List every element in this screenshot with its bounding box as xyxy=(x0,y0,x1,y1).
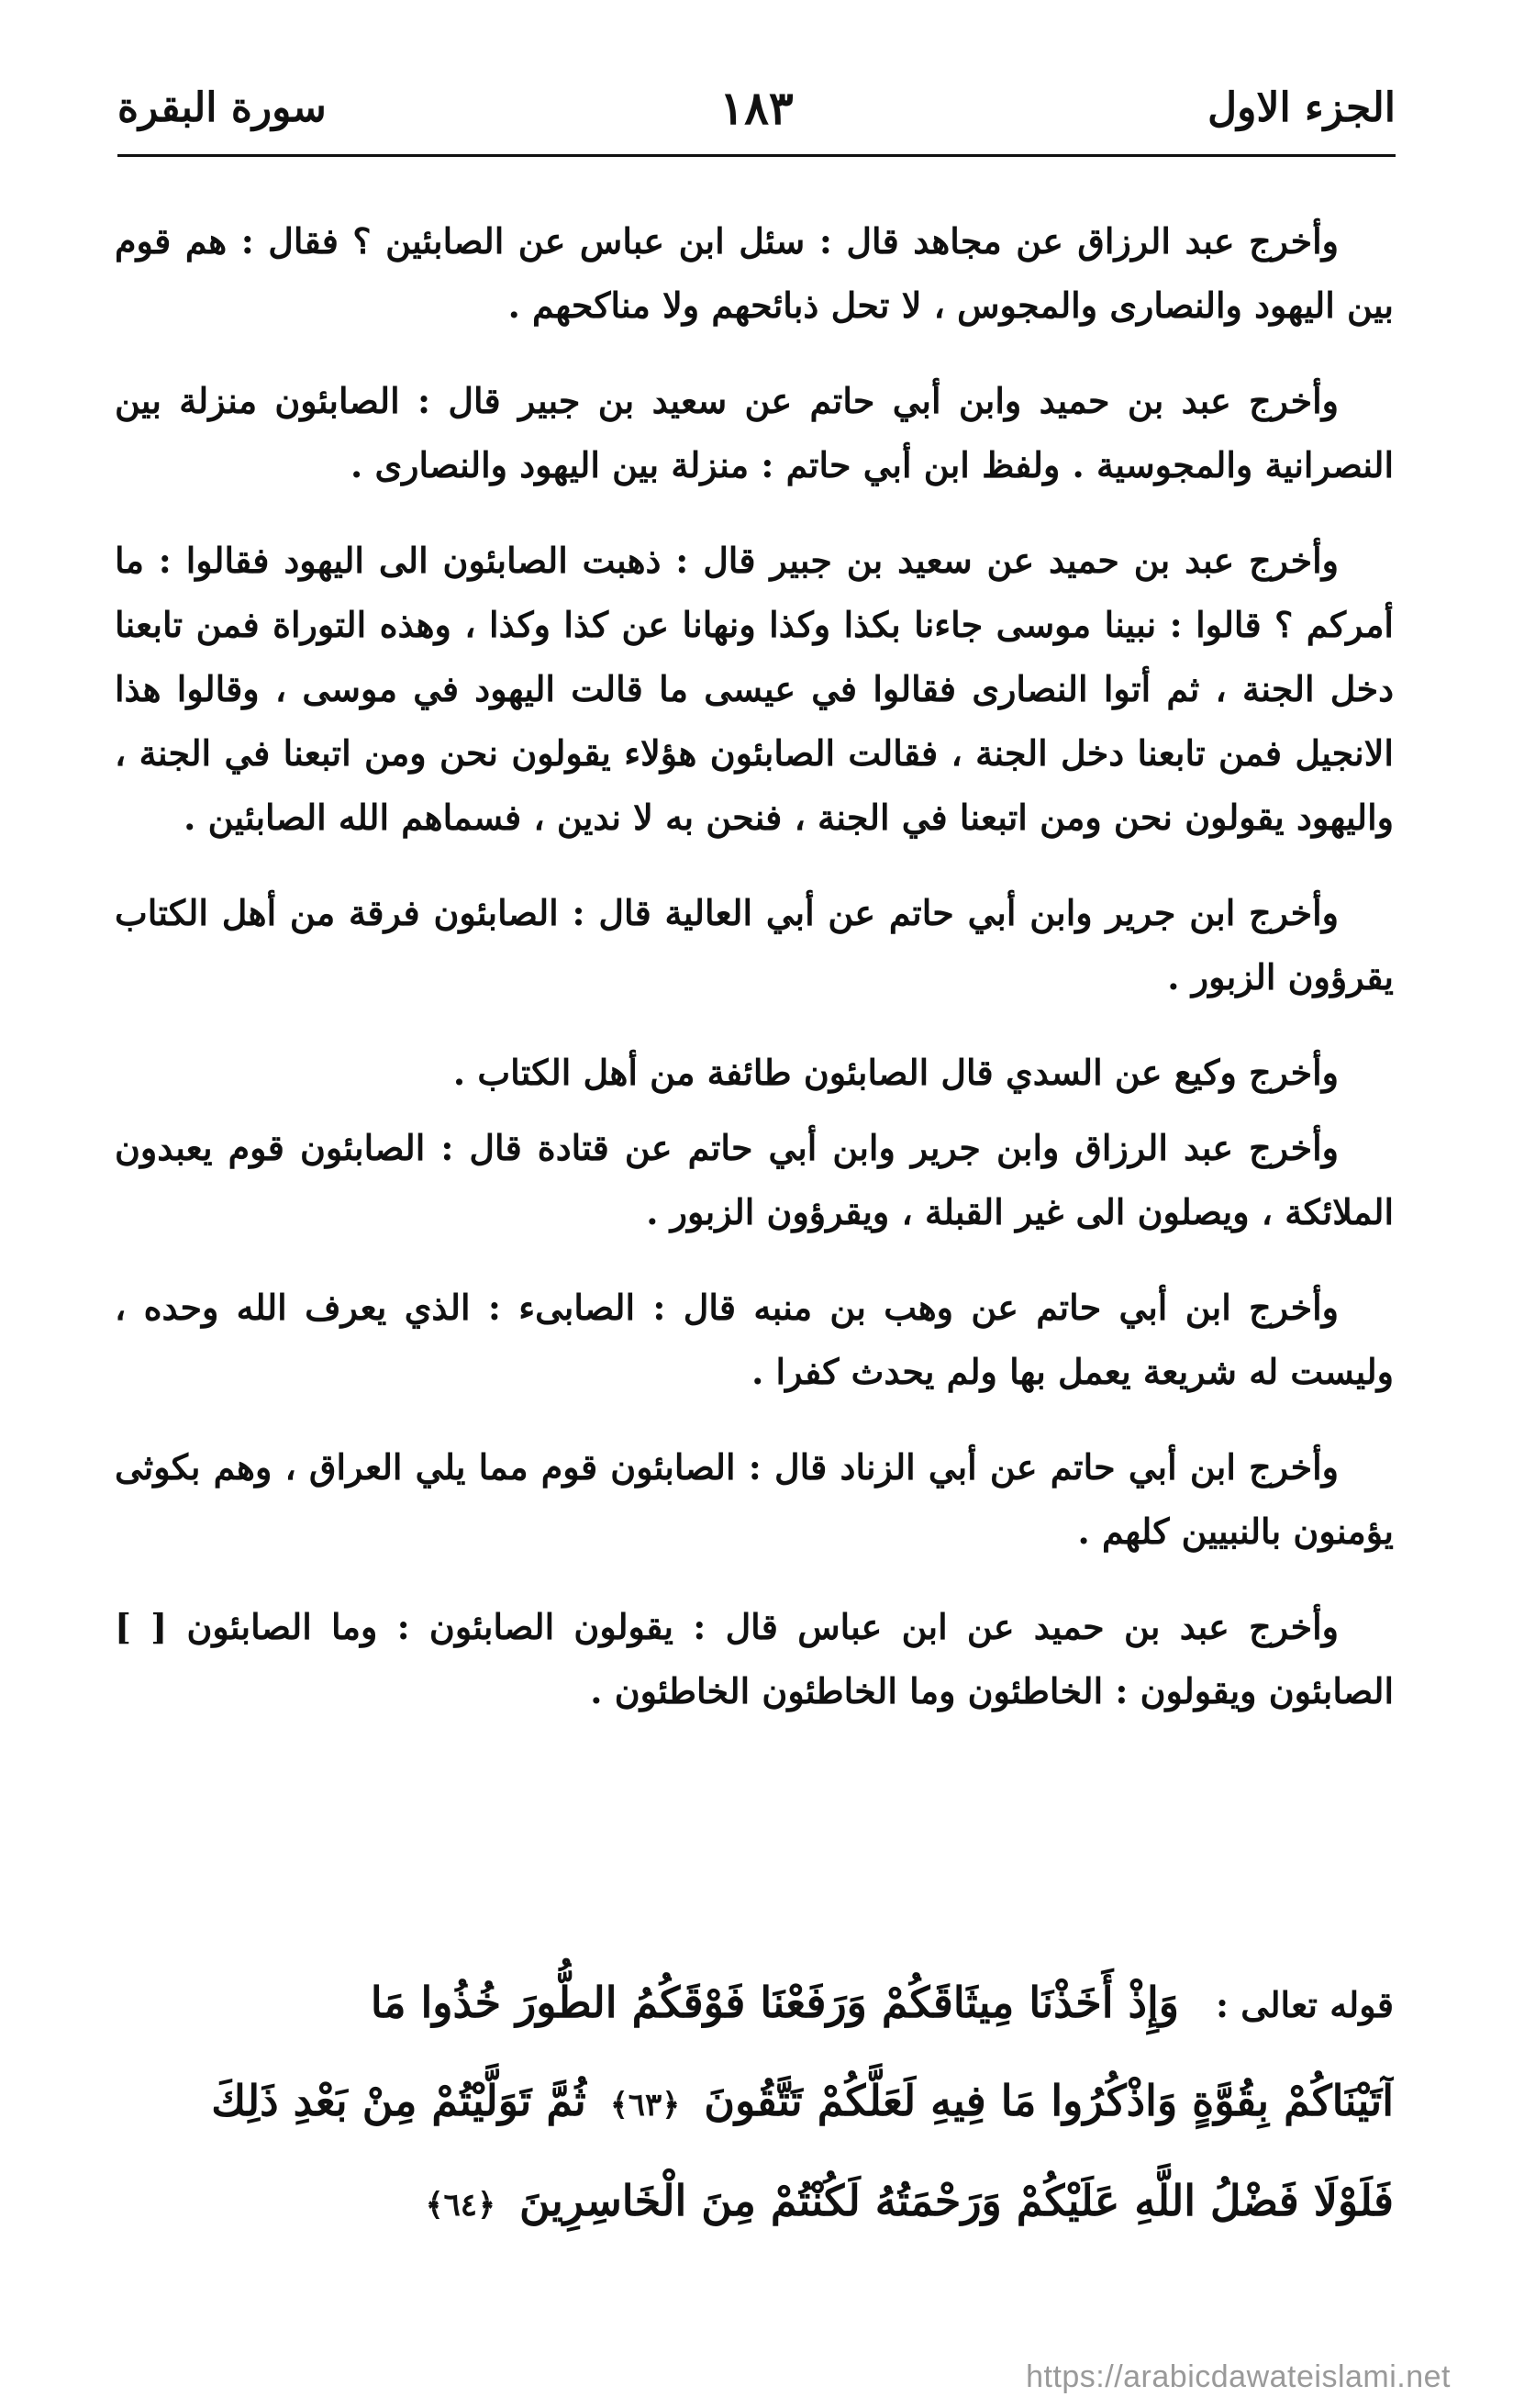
verse-text: آتَيْنَاكُمْ بِقُوَّةٍ وَاذْكُرُوا مَا فِيهِ لَعَلَّكُمْ تَتَّقُونَ xyxy=(704,2076,1394,2125)
verse-line-3 xyxy=(115,2153,1394,2253)
ayah-number-marker: ﴿٦٤﴾ xyxy=(425,2187,495,2224)
verse-text: وَإِذْ أَخَذْنَا مِيثَاقَكُمْ وَرَفَعْنَا فَوْقَكُمُ الطُّورَ خُذُوا مَا xyxy=(370,1978,1179,2027)
paragraph xyxy=(115,1116,1394,1244)
verse-line-2 xyxy=(115,2053,1394,2153)
paragraph-text: وأخرج عبد بن حميد عن ابن عباس قال : يقولون الصابئون : وما الصابئون [ ] الصابئون ويقولون : الخاطئون وما الخاطئون الخاطئون . xyxy=(115,1606,1394,1711)
paragraph xyxy=(115,1595,1394,1723)
paragraph-text: وأخرج عبد الرزاق وابن جرير وابن أبي حاتم عن قتادة قال : الصابئون قوم يعبدون الملائكة ، ويصلون الى غير القبلة ، ويقرؤون الزبور . xyxy=(115,1127,1394,1232)
paragraph xyxy=(115,529,1394,850)
paragraph-text: وأخرج ابن جرير وابن أبي حاتم عن أبي العالية قال : الصابئون فرقة من أهل الكتاب يقرؤون الزبور . xyxy=(115,892,1394,998)
surah-title: سورة البقرة xyxy=(117,84,327,131)
verse-text: ثُمَّ تَوَلَّيْتُمْ مِنْ بَعْدِ ذَلِكَ xyxy=(211,2076,586,2125)
paragraph xyxy=(115,881,1394,1009)
paragraph-text: وأخرج وكيع عن السدي قال الصابئون طائفة من أهل الكتاب . xyxy=(452,1052,1339,1093)
quran-verse-block xyxy=(115,1955,1394,2253)
paragraph xyxy=(115,369,1394,497)
paragraph-text: وأخرج ابن أبي حاتم عن أبي الزناد قال : الصابئون قوم مما يلي العراق ، وهم بكوثى يؤمنون بالنبيين كلهم . xyxy=(115,1446,1394,1552)
page-header xyxy=(117,72,1396,145)
verse-line-1 xyxy=(115,1955,1394,2053)
paragraph xyxy=(115,1435,1394,1564)
verse-text: فَلَوْلَا فَضْلُ اللَّهِ عَلَيْكُمْ وَرَحْمَتُهُ لَكُنْتُمْ مِنَ الْخَاسِرِينَ xyxy=(519,2176,1394,2225)
paragraph-text: وأخرج عبد بن حميد وابن أبي حاتم عن سعيد بن جبير قال : الصابئون منزلة بين النصرانية والمجوسية . ولفظ ابن أبي حاتم : منزلة بين اليهود والنصارى . xyxy=(115,380,1394,485)
source-watermark: https://arabicdawateislami.net xyxy=(1026,2359,1451,2394)
paragraph-text: وأخرج عبد الرزاق عن مجاهد قال : سئل ابن عباس عن الصابئين ؟ فقال : هم قوم بين اليهود والنصارى والمجوس ، لا تحل ذبائحهم ولا مناكحهم . xyxy=(115,220,1394,326)
paragraph-text: وأخرج عبد بن حميد عن سعيد بن جبير قال : ذهبت الصابئون الى اليهود فقالوا : ما أمركم ؟ قالوا : نبينا موسى جاءنا بكذا وكذا ونهانا عن كذا وكذا ، وهذه التوراة فمن تابعنا دخل الجنة ، ثم أتوا النصارى فقالوا في عيسى ما قالت اليهود في موسى ، وقالوا هذا الانجيل فمن تابعنا دخل الجنة ، فقالت الصابئون هؤلاء يقولون نحن ومن اتبعنا في الجنة ، واليهود يقولون نحن ومن اتبعنا في الجنة ، فنحن به لا ندين ، فسماهم الله الصابئين . xyxy=(115,540,1394,838)
header-divider xyxy=(117,154,1396,157)
verse-intro: قوله تعالى : xyxy=(1216,1984,1394,2025)
commentary-body xyxy=(115,209,1394,1755)
paragraph-text: وأخرج ابن أبي حاتم عن وهب بن منبه قال : الصابىء : الذي يعرف الله وحده ، وليست له شريعة يعمل بها ولم يحدث كفرا . xyxy=(115,1287,1394,1392)
paragraph xyxy=(115,1276,1394,1404)
part-title: الجزء الاول xyxy=(1207,84,1396,131)
ayah-number-marker: ﴿٦٣﴾ xyxy=(609,2087,681,2124)
paragraph xyxy=(115,1041,1394,1105)
paragraph xyxy=(115,209,1394,338)
page-number: ١٨٣ xyxy=(719,81,794,135)
